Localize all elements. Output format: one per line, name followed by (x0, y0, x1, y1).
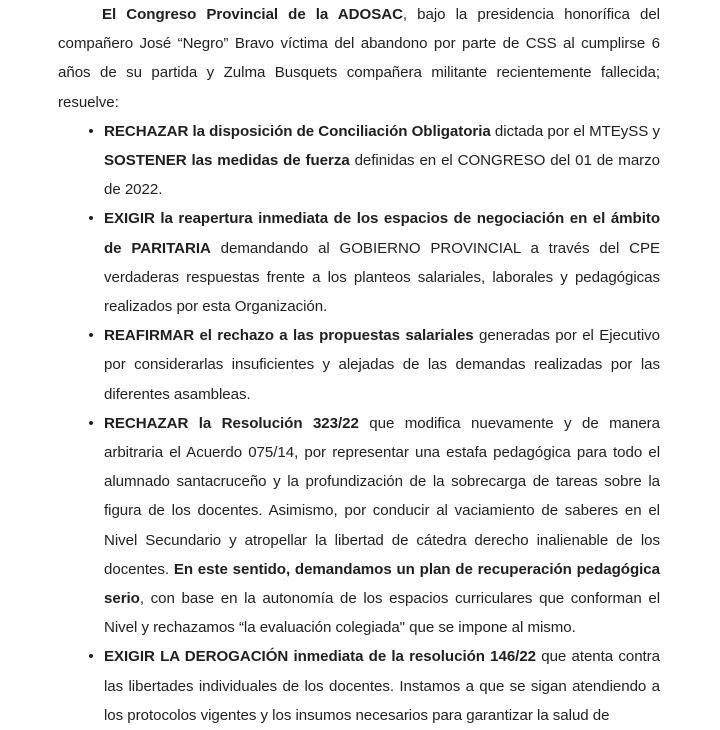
segment-plain: dictada por el MTEySS y (490, 122, 660, 140)
segment-plain: demandando al GOBIERNO PROVINCIAL a través del CPE verdaderas respuestas frente a los planteos salariales, laborales y pedagógicas realizados por esta Organización. (104, 239, 660, 316)
segment-plain: que modifica nuevamente y de manera arbitraria el Acuerdo 075/14, por representar una estafa pedagógica para todo el alumnado santacruceño y la profundización de la sobrecarga de tareas sobre la figura de los docentes. Asimismo, por conducir al vaciamiento de saberes en el Nivel Secundario y atropellar la libertad de cátedra derecho inalienable de los docentes. (104, 414, 660, 578)
bullet-icon: • (88, 122, 94, 140)
resolutions-list (58, 117, 660, 730)
segment-plain: definidas en el CONGRESO del 01 de marzo de 2022. (104, 152, 660, 199)
segment-bold: EXIGIR la reapertura inmediata de los espacios de negociación en el ámbito de PARITARIA (104, 210, 660, 257)
document-body (58, 0, 660, 730)
intro-paragraph (58, 0, 660, 117)
list-item (58, 642, 660, 730)
list-item-text (104, 204, 660, 321)
bullet-icon: • (88, 210, 94, 228)
list-item (58, 117, 660, 205)
list-item-text (104, 117, 660, 205)
list-item (58, 204, 660, 321)
bullet-icon: • (88, 414, 94, 432)
intro-bold-lead: El Congreso Provincial de la ADOSAC (102, 6, 403, 23)
segment-plain: generadas por el Ejecutivo por considerarlas insuficientes y alejadas de las demandas realizadas por las diferentes asambleas. (104, 327, 660, 403)
list-item (58, 409, 660, 643)
list-item-text (104, 642, 660, 730)
segment-bold: REAFIRMAR el rechazo a las propuestas salariales (104, 327, 474, 345)
segment-plain: , con base en la autonomía de los espacios curriculares que conforman el Nivel y rechazamos “la evaluación colegiada" que se impone al mismo. (104, 590, 660, 637)
segment-plain: que atenta contra las libertades individuales de los docentes. Instamos a que se sigan atendiendo a los protocolos vigentes y los insumos necesarios para garantizar la salud de (104, 648, 661, 724)
segment-bold: RECHAZAR la disposición de Conciliación Obligatoria (104, 122, 491, 140)
intro-rest: , bajo la presidencia honorífica del compañero José “Negro” Bravo víctima del abandono por parte de CSS al cumplirse 6 años de su partida y Zulma Busquets compañera militante recientemente fallecida; resuelve: (58, 6, 660, 111)
list-item-text (104, 409, 660, 643)
bullet-icon: • (88, 648, 94, 666)
list-item (58, 321, 660, 409)
segment-bold: SOSTENER las medidas de fuerza (104, 152, 350, 170)
list-item-text (104, 321, 660, 409)
bullet-icon: • (88, 327, 94, 345)
segment-bold: RECHAZAR la Resolución 323/22 (104, 414, 359, 432)
segment-bold: EXIGIR LA DEROGACIÓN inmediata de la resolución 146/22 (104, 648, 537, 666)
segment-bold: En este sentido, demandamos un plan de recuperación pedagógica serio (104, 560, 660, 608)
